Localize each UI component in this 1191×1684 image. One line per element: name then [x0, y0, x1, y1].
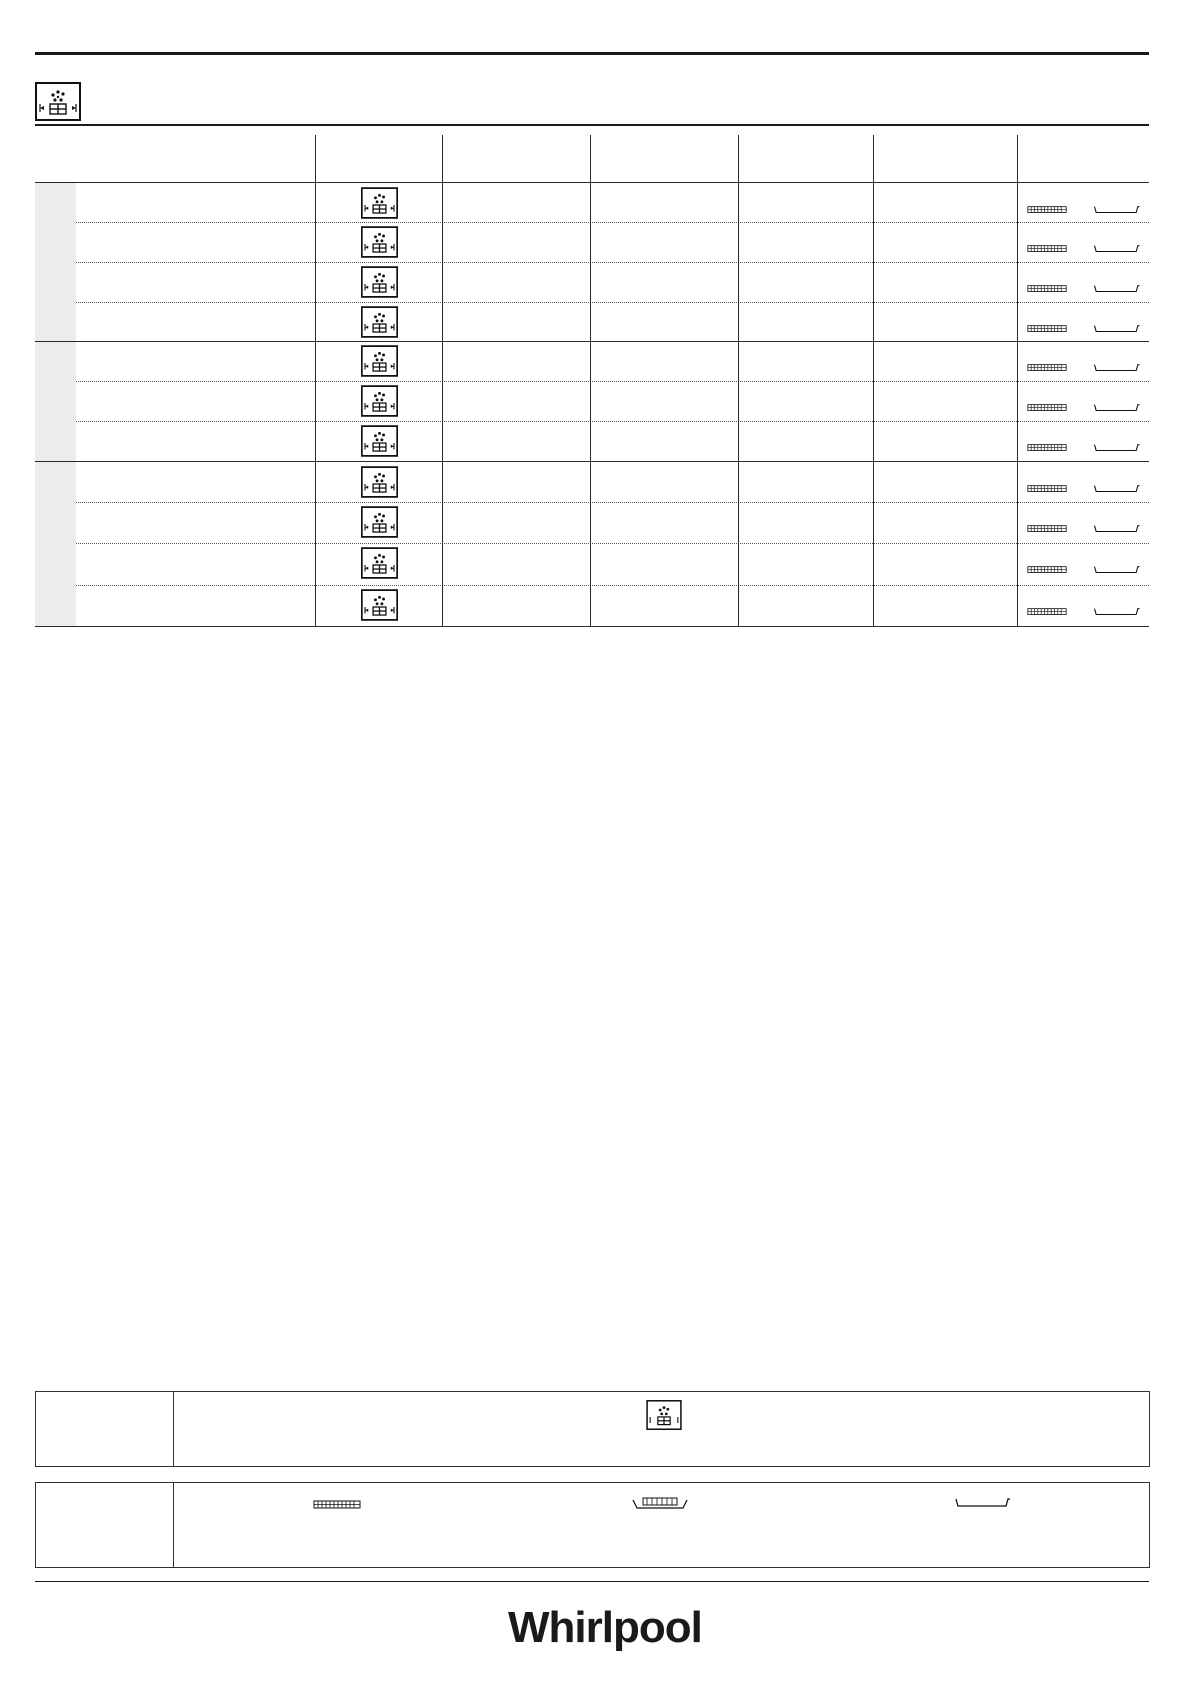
column-divider [442, 135, 443, 627]
fan-rack-mode-icon [361, 226, 398, 258]
table-header-rule [35, 182, 1149, 183]
column-divider [873, 135, 874, 627]
wire-shelf-icon [1024, 205, 1070, 215]
group-band-2 [35, 342, 76, 461]
drip-tray-icon [1090, 284, 1144, 294]
drip-tray-icon [1090, 484, 1144, 494]
row-divider [76, 381, 1149, 382]
fan-rack-mode-icon [361, 266, 398, 298]
drip-tray-icon [1090, 324, 1144, 334]
fan-rack-mode-icon [361, 466, 398, 498]
drip-tray-icon [1090, 244, 1144, 254]
fan-rack-mode-icon [361, 187, 398, 219]
row-divider [76, 543, 1149, 544]
table-bottom-rule [35, 626, 1149, 627]
drip-tray-icon [1090, 205, 1144, 215]
wire-shelf-icon [1024, 324, 1070, 334]
drip-tray-icon [1090, 524, 1144, 534]
fan-rack-mode-icon [643, 1400, 685, 1430]
drip-tray-icon [1090, 607, 1144, 617]
fan-rack-mode-icon [361, 385, 398, 417]
fan-rack-mode-icon [361, 345, 398, 377]
legend-divider [173, 1392, 174, 1466]
column-divider [1017, 135, 1018, 627]
group-band-3 [35, 462, 76, 626]
wire-shelf-icon [1024, 284, 1070, 294]
column-divider [315, 135, 316, 627]
drip-tray-icon [1090, 363, 1144, 373]
drip-tray-icon [1090, 443, 1144, 453]
fan-rack-mode-icon [361, 506, 398, 538]
group-band-1 [35, 183, 76, 341]
fan-rack-mode-icon [361, 425, 398, 457]
header-rule [35, 124, 1149, 126]
brand-logo [508, 1603, 702, 1653]
row-divider [76, 502, 1149, 503]
drip-tray-icon [954, 1497, 1012, 1509]
wire-shelf-icon [1024, 443, 1070, 453]
group-separator [35, 461, 1149, 462]
legend-accessories-box [35, 1482, 1150, 1568]
row-divider [76, 421, 1149, 422]
top-rule [35, 52, 1149, 55]
wire-shelf-icon [1024, 565, 1070, 575]
wire-shelf-icon [1024, 524, 1070, 534]
wire-shelf-icon [313, 1499, 361, 1511]
drip-tray-icon [1090, 403, 1144, 413]
row-divider [76, 302, 1149, 303]
row-divider [76, 585, 1149, 586]
column-divider [738, 135, 739, 627]
row-divider [76, 222, 1149, 223]
wire-shelf-icon [1024, 244, 1070, 254]
baking-tray-icon [631, 1495, 689, 1511]
wire-shelf-icon [1024, 363, 1070, 373]
row-divider [76, 262, 1149, 263]
group-separator [35, 341, 1149, 342]
wire-shelf-icon [1024, 484, 1070, 494]
fan-rack-mode-icon [35, 82, 81, 121]
drip-tray-icon [1090, 565, 1144, 575]
footer-rule [35, 1581, 1149, 1582]
fan-rack-mode-icon [361, 547, 398, 579]
fan-rack-mode-icon [361, 306, 398, 338]
fan-rack-mode-icon [361, 589, 398, 621]
column-divider [590, 135, 591, 627]
wire-shelf-icon [1024, 403, 1070, 413]
legend-functions-box [35, 1391, 1150, 1467]
brand-logo-text: Whirlpool [508, 1603, 702, 1652]
wire-shelf-icon [1024, 607, 1070, 617]
legend-divider [173, 1483, 174, 1567]
